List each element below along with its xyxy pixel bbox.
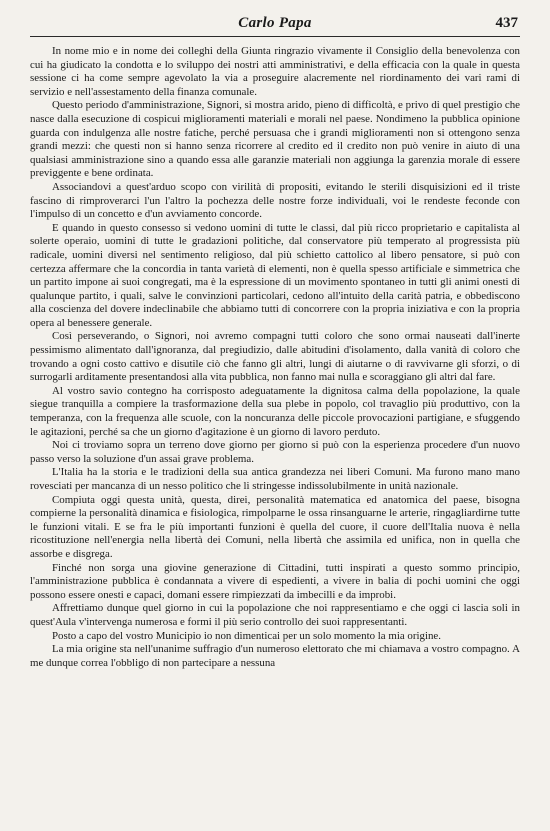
paragraph-9: Compiuta oggi questa unità, questa, direi, personalità matematica ed anatomica del paese, bisogna compierne la personalità dinamica e fisiologica, rimpolparne le ossa rinsanguarne le arterie, ringagliardirne tutte le funzioni vitali. E se fra le più importanti funzioni è quella del cuore, il cuore dell'Italia nuova è nella ricostituzione nell'energia nella libertà dei Comuni, nella libertà che assimila ed unifica, non in quella che assorbe e disgrega. (30, 493, 520, 560)
paragraph-10: Finché non sorga una giovine generazione di Cittadini, tutti inspirati a questo sommo principio, l'amministrazione pubblica è condannata a vivere di espedienti, a vivere in balia di pochi uomini che oggi possono essere onesti e capaci, domani essere rimpiezzati da imbecilli e da improbi. (30, 561, 520, 601)
running-title: Carlo Papa (238, 15, 312, 31)
paragraph-8: L'Italia ha la storia e le tradizioni della sua antica grandezza nei liberi Comuni. Ma furono mano mano rovesciati per mancanza di un nesso politico che li stringesse indissolubilmente in unità nazionale. (30, 466, 520, 492)
paragraph-12: Posto a capo del vostro Municipio io non dimenticai per un solo momento la mia origine. (52, 629, 441, 642)
paragraph-6: Al vostro savio contegno ha corrisposto adeguatamente la dignitosa calma della popolazione, la quale siegue tranquilla a compiere la trasformazione della sua plebe in popolo, col travaglio più produttivo, con la temperanza, con la frequenza alle scuole, con la noncuranza delle piccole provocazioni partigiane, e sfuggendo le agitazioni, perché sa che un giorno d'agitazione è un giorno di lavoro perduto. (30, 384, 520, 438)
paragraph-2: Questo periodo d'amministrazione, Signori, si mostra arido, pieno di difficoltà, e privo di quel prestigio che nasce dalla esecuzione di cospicui miglioramenti materiali e morali nel paese. Nondimeno la pubblica opinione guarda con indulgenza alle nostre fatiche, perché persuasa che i grandi miglioramenti non si ottengono senza grandi mezzi: che questi non si hanno senza ricorrere al credito ed il credito non può venire in aiuto di una qualsiasi amministrazione sino a quando essa alle garanzie materiali non aggiunga la garenzia morale di essere previggente e bene ordinata. (30, 99, 520, 180)
paragraph-4: E quando in questo consesso si vedono uomini di tutte le classi, dal più ricco proprietario e capitalista al solerte operaio, uomini di tutte le gradazioni politiche, dal conservatore più temperato al progressista più radicale, uomini diversi nel sentimento religioso, dal più schietto cattolico al libero pensatore, si può con certezza affermare che la concordia in tanta varietà di elementi, non è quella spesso artificiale e simmetrica che un partito impone ai suoi congregati, ma è la espressione di un movimento spontaneo in tutti gli animi onesti di qualunque partito, i quali, salve le convinzioni particolari, cedono all'intuito della carità patria, e obbediscono alla coscienza del dovere indeclinabile che abbiamo tutti di concorrere con la propria iniziativa e con la propria opera al benessere generale. (30, 221, 520, 329)
running-header (30, 14, 520, 37)
paragraph-1: In nome mio e in nome dei colleghi della Giunta ringrazio vivamente il Consiglio della benevolenza con cui ha giudicato la condotta e lo sviluppo dei nostri atti amministrativi, e della efficacia con la quale in questa sessione ci ha come sempre agevolato la via a proseguire alacremente nel riordinamento dei vari rami di servizio e nell'assestamento della finanza comunale. (30, 45, 520, 98)
paragraph-3: Associandovi a quest'arduo scopo con virilità di propositi, evitando le sterili disquisizioni ed il triste fascino di rimproverarci l'un l'altro la pochezza delle nostre forze individuali, voi le rendeste feconde con l'impulso di un concetto e d'un avviamento concorde. (30, 180, 520, 221)
page-number: 437 (495, 15, 518, 31)
body-text (30, 45, 520, 670)
paragraph-13: La mia origine sta nell'unanime suffragio d'un numeroso elettorato che mi chiamava a vostro compagno. A me dunque correa l'obbligo di non partecipare a nessuna (30, 643, 520, 669)
paragraph-11: Affrettiamo dunque quel giorno in cui la popolazione che noi rappresentiamo e che oggi ci lascia soli in quest'Aula v'intervenga numerosa e formi il più serio controllo dei suoi rappresentanti. (30, 602, 520, 628)
paragraph-5: Così perseverando, o Signori, noi avremo compagni tutti coloro che sono ormai nauseati dall'inerte pessimismo alimentato dall'ignoranza, dal pregiudizio, dalle abitudini d'isolamento, dalla vanità di coloro che trovando a ogni costo cattivo e disutile ciò che fanno gli altri, lungi di aiutarne o di ravvivarne gli sforzi, o di surrogarli arditamente presentandosi alla vita pubblica, non fanno mai nulla e scoraggiano gli altri dal fare. (30, 330, 520, 384)
paragraph-7: Noi ci troviamo sopra un terreno dove giorno per giorno si può con la esperienza procedere d'un nuovo passo verso la soluzione d'un assai grave problema. (30, 439, 520, 465)
